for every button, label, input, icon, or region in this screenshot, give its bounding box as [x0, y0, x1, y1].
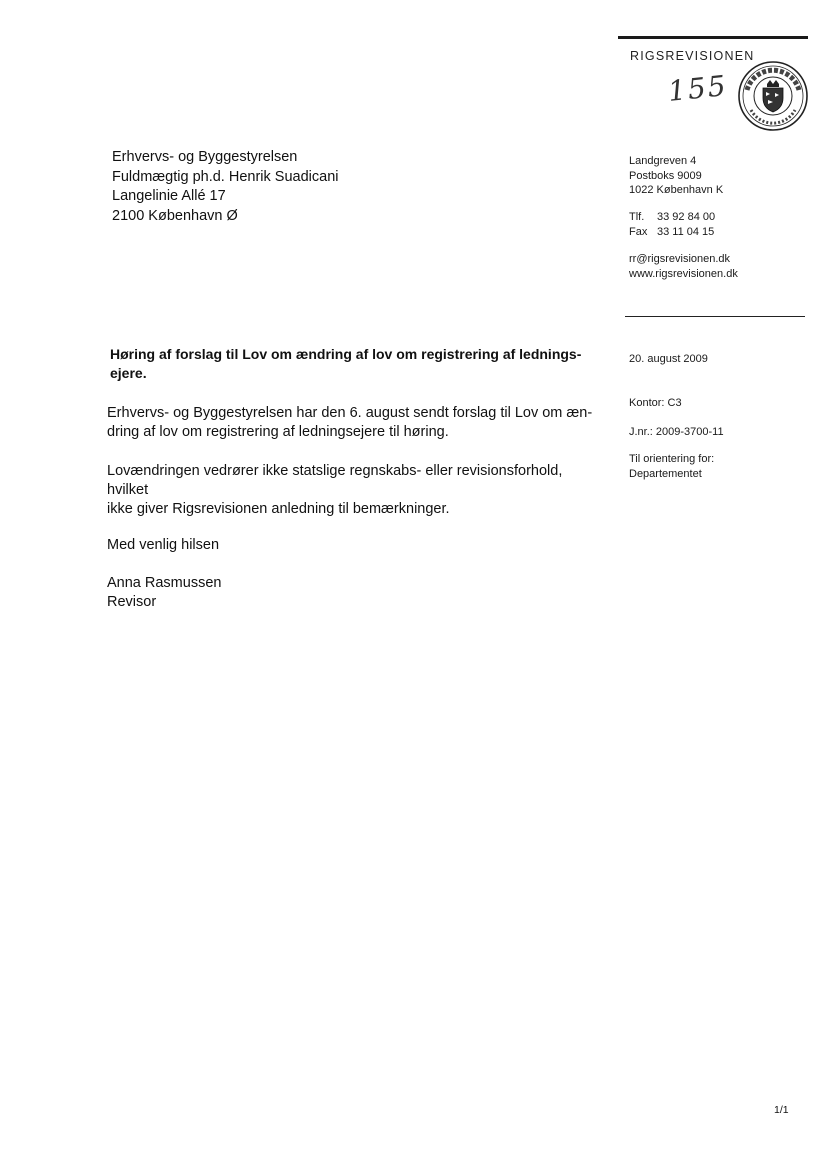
recipient-street: Langelinie Allé 17: [112, 188, 226, 204]
page-number: 1/1: [774, 1104, 789, 1116]
sender-fax: [629, 225, 715, 240]
sender-pobox: Postboks 9009: [629, 169, 702, 182]
folketinget-seal-icon: [737, 60, 809, 132]
recipient-address: [112, 148, 338, 226]
recipient-organization: Erhvervs- og Byggestyrelsen: [112, 149, 298, 165]
recipient-city: 2100 København Ø: [112, 207, 238, 224]
copy-to: [629, 452, 714, 481]
sender-address: [629, 154, 723, 198]
paragraph-2: [107, 462, 607, 519]
sender-contact: [629, 210, 715, 239]
sender-email: rr@rigsrevisionen.dk: [629, 253, 731, 265]
signer-name: Anna Rasmussen: [107, 575, 222, 591]
paragraph-line: Erhvervs- og Byggestyrelsen har den 6. august sendt forslag til Lov om æn-: [107, 405, 593, 421]
copy-to-label: Til orientering for:: [629, 453, 715, 465]
sender-city: 1022 København K: [629, 184, 724, 196]
paragraph-line: ikke giver Rigsrevisionen anledning til bemærkninger.: [107, 501, 450, 517]
paragraph-line: Lovændringen vedrører ikke statslige regnskabs- eller revisionsforhold, hvilket: [107, 463, 563, 498]
organization-name: RIGSREVISIONEN: [630, 49, 755, 63]
fax-number: 33 11 04 15: [657, 225, 715, 238]
closing-greeting: Med venlig hilsen: [107, 537, 220, 553]
recipient-person: Fuldmægtig ph.d. Henrik Suadicani: [112, 168, 339, 185]
subject-line: Høring af forslag til Lov om ændring af lov om registrering af lednings-: [110, 346, 582, 362]
sender-phone: [629, 210, 715, 225]
handwritten-number: 155: [666, 68, 730, 109]
letter-subject: [110, 345, 600, 383]
header-rule: [618, 36, 808, 39]
fax-label: Fax: [629, 225, 648, 238]
subject-line: ejere.: [110, 365, 147, 381]
phone-label: Tlf.: [629, 211, 645, 223]
phone-number: 33 92 84 00: [657, 211, 716, 223]
sender-street: Landgreven 4: [629, 155, 697, 167]
office-reference: Kontor: C3: [629, 397, 682, 409]
journal-number: J.nr.: 2009-3700-11: [629, 426, 724, 438]
sidebar-divider: [625, 316, 805, 317]
paragraph-1: [107, 404, 607, 442]
sender-online: [629, 252, 738, 281]
letter-date: 20. august 2009: [629, 353, 708, 365]
paragraph-line: dring af lov om registrering af ledningsejere til høring.: [107, 424, 449, 440]
sender-website: www.rigsrevisionen.dk: [629, 267, 738, 280]
copy-to-value: Departementet: [629, 467, 702, 480]
signer-title: Revisor: [107, 594, 157, 610]
